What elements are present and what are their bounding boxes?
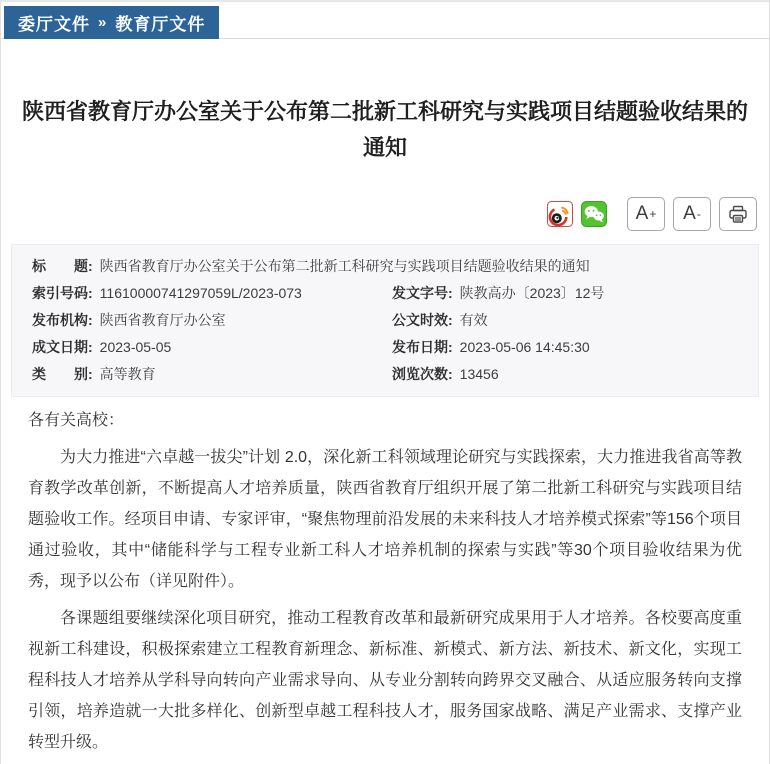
table-row <box>12 334 758 361</box>
meta-label: 发布机构: <box>32 312 93 328</box>
meta-value: 陕西省教育厅办公室 <box>99 312 226 328</box>
meta-label: 成文日期: <box>32 339 93 355</box>
body-paragraph: 为大力推进“六卓越一拔尖”计划 2.0，深化新工科领域理论研究与实践探索，大力推进我省高等教育教学改革创新，不断提高人才培养质量，陕西省教育厅组织开展了第二批新工科研究与实践项目结题验收工作。经项目申请、专家评审，“聚焦物理前沿发展的未来科技人才培养模式探索”等156个项目通过验收，其中“储能科学与工程专业新工科人才培养机制的探索与实践”等30个项目验收结果为优秀，现予以公布（详见附件）。 <box>28 449 742 590</box>
meta-label: 公文时效: <box>392 312 453 328</box>
weibo-share-icon[interactable] <box>547 201 573 227</box>
printer-icon <box>728 205 748 224</box>
meta-value: 2023-05-05 <box>99 339 172 355</box>
font-increase-button[interactable] <box>627 197 665 231</box>
meta-label: 发布日期: <box>392 339 453 355</box>
font-decrease-sup: - <box>696 207 701 221</box>
meta-label: 索引号码: <box>32 285 93 301</box>
breadcrumb-separator: » <box>98 14 108 31</box>
meta-label: 标 题: <box>32 258 93 274</box>
body-paragraph: 各课题组要继续深化项目研究，推动工程教育改革和最新研究成果用于人才培养。各校要高度重视新工科建设，积极探索建立工程教育新理念、新标准、新模式、新方法、新技术、新文化，实现工程科技人才培养从学科导向转向产业需求导向、从专业分割转向跨界交叉融合、从适应服务转向支撑引领，培养造就一大批多样化、创新型卓越工程科技人才，服务国家战略、满足产业需求、支撑产业转型升级。 <box>28 610 742 751</box>
table-row <box>12 280 758 307</box>
meta-label: 浏览次数: <box>392 366 453 382</box>
table-row <box>12 253 758 280</box>
article-body <box>28 405 742 758</box>
meta-docnumber-cell <box>372 280 758 307</box>
document-meta-table <box>11 244 759 397</box>
page-title: 陕西省教育厅办公室关于公布第二批新工科研究与实践项目结题验收结果的通知 <box>21 99 748 160</box>
meta-value: 13456 <box>459 366 499 382</box>
meta-value: 陕教高办〔2023〕12号 <box>459 285 605 301</box>
meta-validity-cell <box>372 307 758 334</box>
font-decrease-label: A <box>683 203 696 224</box>
print-button[interactable] <box>719 197 757 231</box>
meta-value: 陕西省教育厅办公室关于公布第二批新工科研究与实践项目结题验收结果的通知 <box>99 258 590 274</box>
font-decrease-button[interactable] <box>673 197 711 231</box>
meta-label: 发文字号: <box>392 285 453 301</box>
meta-title-cell <box>12 253 758 280</box>
wechat-share-icon[interactable] <box>581 201 607 227</box>
meta-value: 有效 <box>459 312 488 328</box>
breadcrumb-current-link[interactable]: 教育厅文件 <box>115 15 206 34</box>
meta-index-cell <box>12 280 372 307</box>
font-increase-label: A <box>635 203 649 224</box>
breadcrumb-bar <box>1 2 769 39</box>
meta-value: 高等教育 <box>99 366 156 382</box>
meta-value: 11610000741297059L/2023-073 <box>99 285 302 301</box>
breadcrumb-section-link[interactable]: 委厅文件 <box>18 15 90 34</box>
salutation: 各有关高校： <box>28 412 125 429</box>
meta-publisher-cell <box>12 307 372 334</box>
table-row <box>12 307 758 334</box>
font-increase-sup: + <box>649 207 657 221</box>
meta-views-cell <box>372 361 758 388</box>
table-row <box>12 361 758 388</box>
meta-publish-date-cell <box>372 334 758 361</box>
meta-category-cell <box>12 361 372 388</box>
meta-label: 类 别: <box>32 366 93 382</box>
meta-written-date-cell <box>12 334 372 361</box>
meta-value: 2023-05-06 14:45:30 <box>459 339 590 355</box>
article-toolbar <box>13 196 757 232</box>
breadcrumb <box>4 6 219 39</box>
